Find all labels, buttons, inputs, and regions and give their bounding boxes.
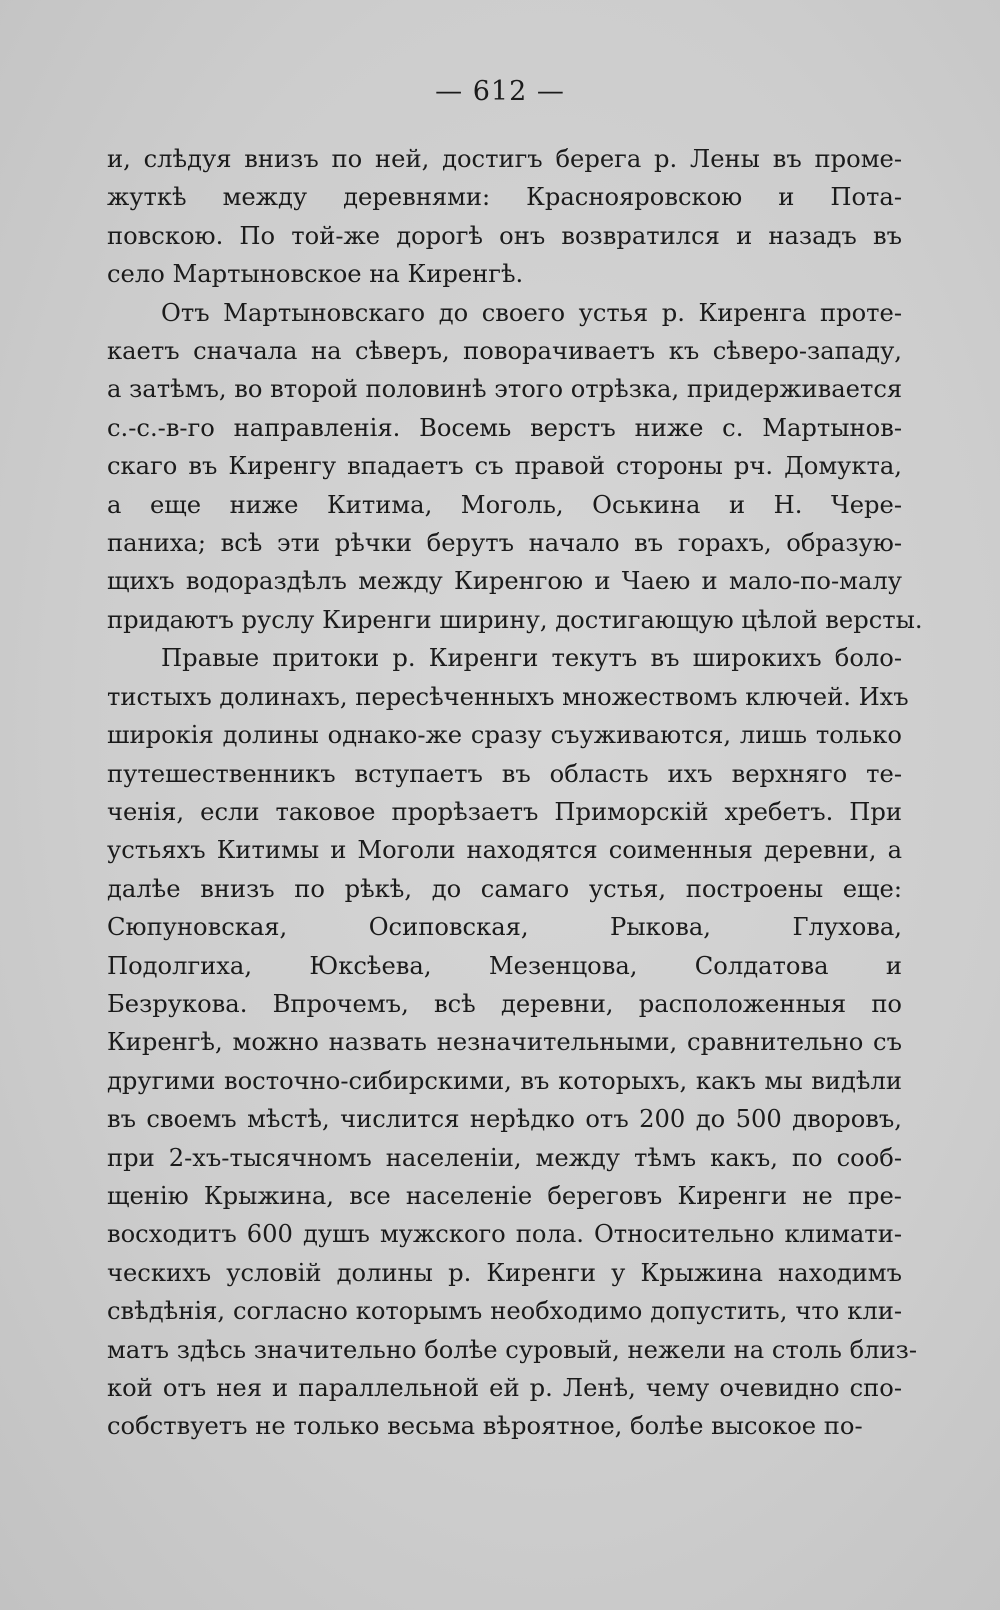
- text-line: Сюпуновская, Осиповская, Рыкова, Глухова,: [107, 913, 902, 942]
- text-line: ченія, если таковое прорѣзаетъ Приморскій хребетъ. При: [107, 797, 902, 826]
- text-line: Отъ Мартыновскаго до своего устья р. Киренга проте-: [161, 298, 902, 327]
- text-line: скаго въ Киренгу впадаетъ съ правой стороны рч. Домукта,: [107, 452, 902, 481]
- text-line: Безрукова. Впрочемъ, всѣ деревни, расположенныя по: [107, 989, 902, 1018]
- text-line: кой отъ нея и параллельной ей р. Ленѣ, чему очевидно спо-: [107, 1374, 902, 1402]
- text-line: тистыхъ долинахъ, пересѣченныхъ множествомъ ключей. Ихъ: [107, 682, 909, 711]
- text-line: устьяхъ Китимы и Моголи находятся соименныя деревни, а: [107, 836, 902, 865]
- text-line: а еще ниже Китима, Моголь, Оськина и Н. Чере-: [107, 490, 902, 519]
- text-line: каетъ сначала на сѣверъ, поворачиваетъ къ сѣверо-западу,: [107, 337, 902, 366]
- text-line: матъ здѣсь значительно болѣе суровый, нежели на столь близ-: [107, 1335, 918, 1364]
- text-line: щенію Крыжина, все населеніе береговъ Киренги не пре-: [107, 1181, 902, 1210]
- text-line: въ своемъ мѣстѣ, числится нерѣдко отъ 200 до 500 дворовъ,: [107, 1105, 902, 1134]
- text-line: Правые притоки р. Киренги текутъ въ широкихъ боло-: [161, 644, 902, 673]
- text-line: село Мартыновское на Киренгѣ.: [107, 260, 524, 289]
- text-line: и, слѣдуя внизъ по ней, достигъ берега р. Лены въ проме-: [107, 145, 902, 173]
- text-line: при 2-хъ-тысячномъ населеніи, между тѣмъ какъ, по сооб-: [107, 1143, 902, 1172]
- paragraph: [107, 294, 923, 640]
- page-text: [107, 140, 923, 1446]
- page-number: — 612 —: [435, 76, 565, 107]
- paragraph: [107, 639, 918, 1446]
- text-line: Киренгѣ, можно назвать незначительными, сравнительно съ: [107, 1028, 902, 1057]
- text-line: ческихъ условій долины р. Киренги у Крыжина находимъ: [107, 1258, 902, 1287]
- text-line: широкія долины однако-же сразу съуживаются, лишь только: [107, 721, 902, 750]
- text-line: жуткѣ между деревнями: Краснояровскою и Пота-: [107, 183, 902, 212]
- text-line: щихъ водораздѣлъ между Киренгою и Чаею и мало-по-малу: [107, 567, 902, 596]
- text-line: другими восточно-сибирскими, въ которыхъ, какъ мы видѣли: [107, 1066, 902, 1095]
- text-line: восходитъ 600 душъ мужского пола. Относительно климати-: [107, 1220, 902, 1249]
- text-line: путешественникъ вступаетъ въ область ихъ верхняго те-: [107, 759, 902, 788]
- text-line: Подолгиха, Юксѣева, Мезенцова, Солдатова и: [107, 951, 902, 980]
- text-line: с.-с.-в-го направленія. Восемь верстъ ниже с. Мартынов-: [107, 413, 902, 442]
- text-line: придаютъ руслу Киренги ширину, достигающую цѣлой версты.: [107, 605, 923, 634]
- text-line: а затѣмъ, во второй половинѣ этого отрѣзка, придерживается: [107, 375, 903, 404]
- text-line: собствуетъ не только весьма вѣроятное, болѣе высокое по-: [107, 1412, 863, 1441]
- text-line: паниха; всѣ эти рѣчки берутъ начало въ горахъ, образую-: [107, 529, 902, 558]
- text-line: повскою. По той-же дорогѣ онъ возвратился и назадъ въ: [107, 221, 902, 250]
- paragraph: [107, 140, 902, 294]
- text-line: свѣдѣнія, согласно которымъ необходимо допустить, что кли-: [107, 1297, 902, 1326]
- text-line: далѣе внизъ по рѣкѣ, до самаго устья, построены еще:: [107, 874, 902, 903]
